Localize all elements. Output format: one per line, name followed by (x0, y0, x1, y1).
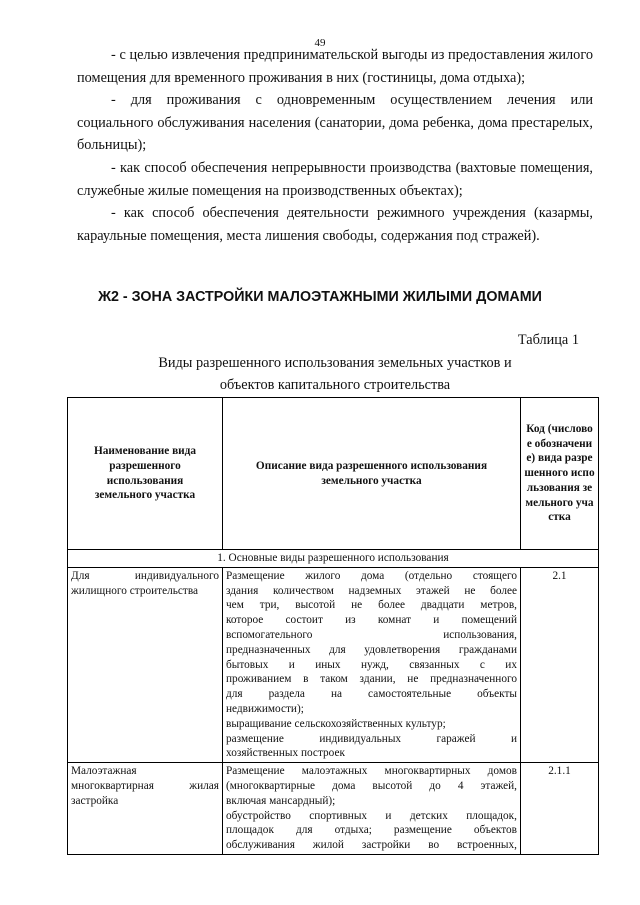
row-description (223, 763, 521, 855)
description-line: бытовых и иных нужд, связанных с их (226, 658, 517, 671)
row-code: 2.1.1 (521, 763, 599, 855)
header-code: Код (числовое обозначение) вида разрешенного использования земельного участка (521, 398, 599, 550)
table-caption (77, 352, 593, 396)
zone-heading: Ж2 - ЗОНА ЗАСТРОЙКИ МАЛОЭТАЖНЫМИ ЖИЛЫМИ ДОМАМИ (98, 289, 542, 305)
description-line: Размещение малоэтажных многоквартирных домов (226, 765, 517, 778)
header-name: Наименование вида разрешенного использования земельного участка (68, 398, 223, 550)
row-name: Малоэтажная многоквартирная жилая застройка (68, 763, 223, 855)
paragraph: - для проживания с одновременным осуществлением лечения или социального обслуживания населения (санатории, дома ребенка, дома престарелых, больницы); (77, 92, 593, 154)
description-line: Размещение жилого дома (отдельно стоящего (226, 569, 517, 582)
table-row (68, 763, 599, 855)
row-code: 2.1 (521, 567, 599, 762)
land-use-table (67, 397, 599, 855)
description-line: проживанием в таком здании, не предназначенного (226, 673, 517, 686)
table-caption-line: Виды разрешенного использования земельных участков и (158, 355, 512, 371)
row-name: Для индивидуального жилищного строительства (68, 567, 223, 762)
description-line: недвижимости); (226, 702, 304, 715)
section-title: 1. Основные виды разрешенного использования (68, 550, 599, 568)
description-line: здания количеством надземных этажей не более (226, 584, 517, 597)
section-row (68, 550, 599, 568)
description-line: выращивание сельскохозяйственных культур; (226, 717, 446, 730)
paragraph: - как способ обеспечения непрерывности производства (вахтовые помещения, служебные жилые помещения на производственных объектах); (77, 159, 593, 199)
row-description (223, 567, 521, 762)
description-line: которое состоит из комнат и помещений (226, 614, 517, 627)
description-line: хозяйственных построек (226, 747, 345, 760)
description-line: обслуживания жилой застройки во встроенных, (226, 839, 517, 852)
table-number: Таблица 1 (517, 332, 579, 348)
table-caption-line: объектов капитального строительства (219, 377, 451, 393)
description-line: (многоквартирные дома высотой до 4 этажей, (226, 779, 517, 792)
header-description: Описание вида разрешенного использования земельного участка (223, 398, 521, 550)
paragraph: - как способ обеспечения деятельности режимного учреждения (казармы, караульные помещения, места лишения свободы, содержания под стражей). (77, 205, 593, 244)
page-number: 49 (314, 37, 326, 49)
description-line: обустройство спортивных и детских площадок, (226, 809, 517, 822)
description-line: вспомогательного использования, (226, 628, 517, 641)
description-line: размещение индивидуальных гаражей и (226, 732, 517, 745)
paragraph: - с целью извлечения предпринимательской выгоды из предоставления жилого помещения для временного проживания в них (гостиницы, дома отдыха); (77, 47, 593, 86)
body-text (77, 44, 593, 247)
description-line: включая мансардный); (226, 794, 336, 807)
description-line: площадок для отдыха; размещение объектов (226, 824, 517, 837)
description-line: для раздела на самостоятельные объекты (226, 688, 517, 701)
description-line: чем три, высотой не более двадцати метров, (226, 599, 517, 612)
table-header-row (68, 398, 599, 550)
table-row (68, 567, 599, 762)
description-line: предназначенных для удовлетворения гражданами (226, 643, 517, 656)
